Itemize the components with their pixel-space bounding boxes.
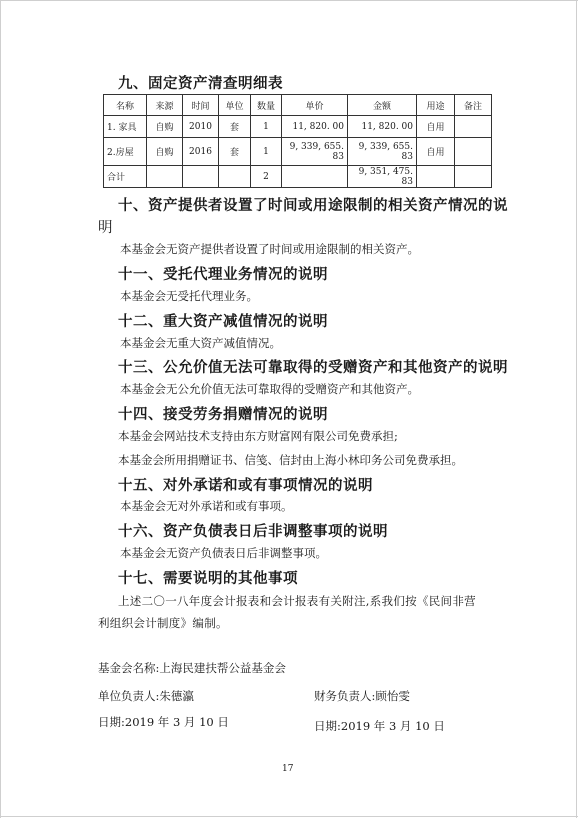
section-12-title: 十二、重大资产减值情况的说明 (118, 313, 328, 330)
cell-unit-price (282, 166, 348, 188)
section-14-body-2: 本基金会所用捐赠证书、信笺、信封由上海小林印务公司免费承担。 (118, 453, 463, 467)
section-17-body-line2: 利组织会计制度》编制。 (98, 616, 228, 630)
page-border-bottom (0, 816, 578, 817)
cell-unit (219, 166, 251, 188)
foundation-name: 基金会名称:上海民建扶帮公益基金会 (98, 661, 286, 675)
section-17-title: 十七、需要说明的其他事项 (118, 570, 298, 587)
cell-source: 自购 (147, 138, 183, 166)
header-usage: 用途 (417, 95, 455, 116)
header-unit: 单位 (219, 95, 251, 116)
fixed-assets-table (103, 94, 492, 188)
cell-unit: 套 (219, 116, 251, 138)
cell-name: 1. 家具 (104, 116, 147, 138)
header-amount: 金额 (348, 95, 417, 116)
cell-quantity: 1 (251, 116, 282, 138)
unit-head: 单位负责人:朱德瀛 (98, 689, 194, 703)
cell-remarks (455, 138, 492, 166)
section-13-title: 十三、公允价值无法可靠取得的受赠资产和其他资产的说明 (118, 359, 508, 376)
cell-unit: 套 (219, 138, 251, 166)
cell-usage: 自用 (417, 116, 455, 138)
finance-head: 财务负责人:顾怡雯 (314, 689, 410, 703)
cell-name: 合计 (104, 166, 147, 188)
cell-usage (417, 166, 455, 188)
section-16-body: 本基金会无资产负债表日后非调整事项。 (120, 546, 327, 560)
date-left: 日期:2019 年 3 月 10 日 (98, 715, 229, 729)
section-16-title: 十六、资产负债表日后非调整事项的说明 (118, 523, 388, 540)
header-source: 来源 (147, 95, 183, 116)
cell-amount: 11, 820. 00 (348, 116, 417, 138)
section-15-body: 本基金会无对外承诺和或有事项。 (120, 499, 293, 513)
header-quantity: 数量 (251, 95, 282, 116)
cell-unit-price: 9, 339, 655. 83 (282, 138, 348, 166)
table-row (104, 116, 492, 138)
section-11-title: 十一、受托代理业务情况的说明 (118, 266, 328, 283)
section-10-title-line2: 明 (98, 220, 113, 236)
section-12-body: 本基金会无重大资产减值情况。 (120, 336, 281, 350)
date-right: 日期:2019 年 3 月 10 日 (314, 719, 445, 733)
section-13-body: 本基金会无公允价值无法可靠取得的受赠资产和其他资产。 (120, 382, 419, 396)
cell-amount: 9, 351, 475. 83 (348, 166, 417, 188)
table-header-row (104, 95, 492, 116)
cell-time (183, 166, 219, 188)
cell-time: 2016 (183, 138, 219, 166)
section-10-title-line1: 十、资产提供者设置了时间或用途限制的相关资产情况的说 (118, 197, 508, 214)
section-10-body: 本基金会无资产提供者设置了时间或用途限制的相关资产。 (120, 242, 419, 256)
header-remarks: 备注 (455, 95, 492, 116)
section-14-title: 十四、接受劳务捐赠情况的说明 (118, 406, 328, 423)
cell-source (147, 166, 183, 188)
header-unit-price: 单价 (282, 95, 348, 116)
cell-remarks (455, 116, 492, 138)
cell-unit-price: 11, 820. 00 (282, 116, 348, 138)
cell-remarks (455, 166, 492, 188)
table-row (104, 138, 492, 166)
section-9-title: 九、固定资产清查明细表 (118, 75, 283, 92)
cell-name: 2.房屋 (104, 138, 147, 166)
section-15-title: 十五、对外承诺和或有事项情况的说明 (118, 477, 373, 494)
page-border-left (0, 0, 1, 818)
page-border-right (576, 0, 577, 818)
header-name: 名称 (104, 95, 147, 116)
page-border-top (0, 0, 578, 1)
page-number: 17 (282, 764, 294, 774)
section-14-body-1: 本基金会网站技术支持由东方财富网有限公司免费承担; (118, 429, 398, 443)
cell-usage: 自用 (417, 138, 455, 166)
cell-amount: 9, 339, 655. 83 (348, 138, 417, 166)
cell-time: 2010 (183, 116, 219, 138)
cell-source: 自购 (147, 116, 183, 138)
table-total-row (104, 166, 492, 188)
section-17-body-line1: 上述二〇一八年度会计报表和会计报表有关附注,系我们按《民间非营 (118, 594, 476, 608)
header-time: 时间 (183, 95, 219, 116)
section-11-body: 本基金会无受托代理业务。 (120, 289, 258, 303)
cell-quantity: 2 (251, 166, 282, 188)
cell-quantity: 1 (251, 138, 282, 166)
